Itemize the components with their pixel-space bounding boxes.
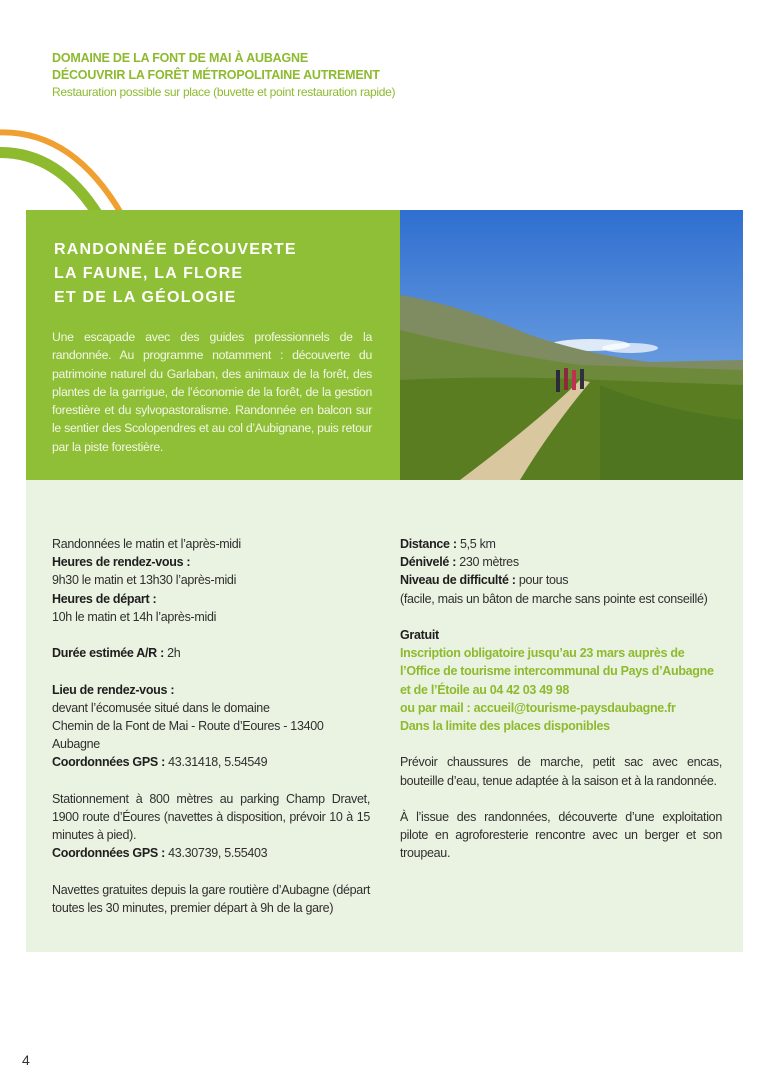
elevation-label: Dénivelé : <box>400 555 457 570</box>
elevation-value: 230 mètres <box>459 555 519 570</box>
place-line-1: devant l’écomusée situé dans le domaine <box>52 700 270 715</box>
title-line-3: ET DE LA GÉOLOGIE <box>54 289 237 306</box>
place-label: Lieu de rendez-vous : <box>52 682 175 697</box>
level-label: Niveau de difficulté : <box>400 573 516 588</box>
header-note: Restauration possible sur place (buvette et point restauration rapide) <box>52 85 396 99</box>
feature-band <box>26 210 400 480</box>
price-label: Gratuit <box>400 628 439 642</box>
decorative-arcs <box>0 105 130 215</box>
duration-value: 2h <box>167 646 181 661</box>
info-panel <box>26 480 743 952</box>
shuttle-text: Navettes gratuites depuis la gare routière d’Aubagne (départ toutes les 30 minutes, premier départ à 9h de la gare) <box>52 882 370 915</box>
distance-value: 5,5 km <box>459 537 496 551</box>
depart-time-label: Heures de départ : <box>52 591 157 606</box>
title-line-1: RANDONNÉE DÉCOUVERTE <box>54 241 297 258</box>
gear-text: Prévoir chaussures de marche, petit sac avec encas, bouteille d’eau, tenue adaptée à la saison et à la randonnée. <box>400 755 722 788</box>
gps-value-1: 43.31418, 5.54549 <box>168 755 268 770</box>
header-subtitle: DÉCOUVRIR LA FORÊT MÉTROPOLITAINE AUTREMENT <box>52 68 380 82</box>
feature-title <box>54 238 297 310</box>
registration-line-5: Dans la limite des places disponibles <box>400 719 610 734</box>
level-note: (facile, mais un bâton de marche sans pointe est conseillé) <box>400 591 708 606</box>
page-header <box>52 50 572 101</box>
page-number: 4 <box>22 1052 30 1068</box>
details-column <box>400 535 722 863</box>
gps-label-2: Coordonnées GPS : <box>52 846 165 861</box>
header-domain: DOMAINE DE LA FONT DE MAI À AUBAGNE <box>52 51 308 65</box>
gps-value-2: 43.30739, 5.55403 <box>168 846 268 861</box>
schedule-text: Randonnées le matin et l’après-midi <box>52 537 241 551</box>
title-line-2: LA FAUNE, LA FLORE <box>54 265 244 282</box>
meet-time-label: Heures de rendez-vous : <box>52 555 191 570</box>
hiking-photo <box>400 210 743 480</box>
gps-label-1: Coordonnées GPS : <box>52 755 165 770</box>
depart-time-value: 10h le matin et 14h l’après-midi <box>52 609 217 624</box>
practical-info-column <box>52 535 370 917</box>
registration-line-1: Inscription obligatoire jusqu’au 23 mars auprès de <box>400 646 685 661</box>
parking-text: Stationnement à 800 mètres au parking Champ Dravet, 1900 route d’Éoures (navettes à disposition, prévoir 10 à 15 minutes à pied). <box>52 791 370 843</box>
place-line-2: Chemin de la Font de Mai - Route d’Eoures - 13400 Aubagne <box>52 719 324 752</box>
after-text: À l’issue des randonnées, découverte d’une exploitation pilote en agroforesterie rencontre avec un berger et son troupeau. <box>400 810 722 861</box>
registration-line-2: l’Office de tourisme intercommunal du Pays d’Aubagne <box>400 664 714 679</box>
duration-label: Durée estimée A/R : <box>52 646 164 661</box>
registration-line-3: et de l’Étoile au 04 42 03 49 98 <box>400 682 569 697</box>
registration-email[interactable]: ou par mail : accueil@tourisme-paysdaubagne.fr <box>400 700 676 715</box>
feature-intro: Une escapade avec des guides professionnels de la randonnée. Au programme notamment : découverte du patrimoine naturel du Garlaban, des animaux de la forêt, des plantes de la garrigue, de l’économie de la forêt, de la gestion forestière et du sylvopastoralisme. Randonnée en balcon sur le sentier des Scolopendres et au col d’Aubignane, puis retour par la piste forestière. <box>52 330 372 454</box>
distance-label: Distance : <box>400 537 457 551</box>
level-value: pour tous <box>518 573 569 588</box>
meet-time-value: 9h30 le matin et 13h30 l’après-midi <box>52 573 237 588</box>
